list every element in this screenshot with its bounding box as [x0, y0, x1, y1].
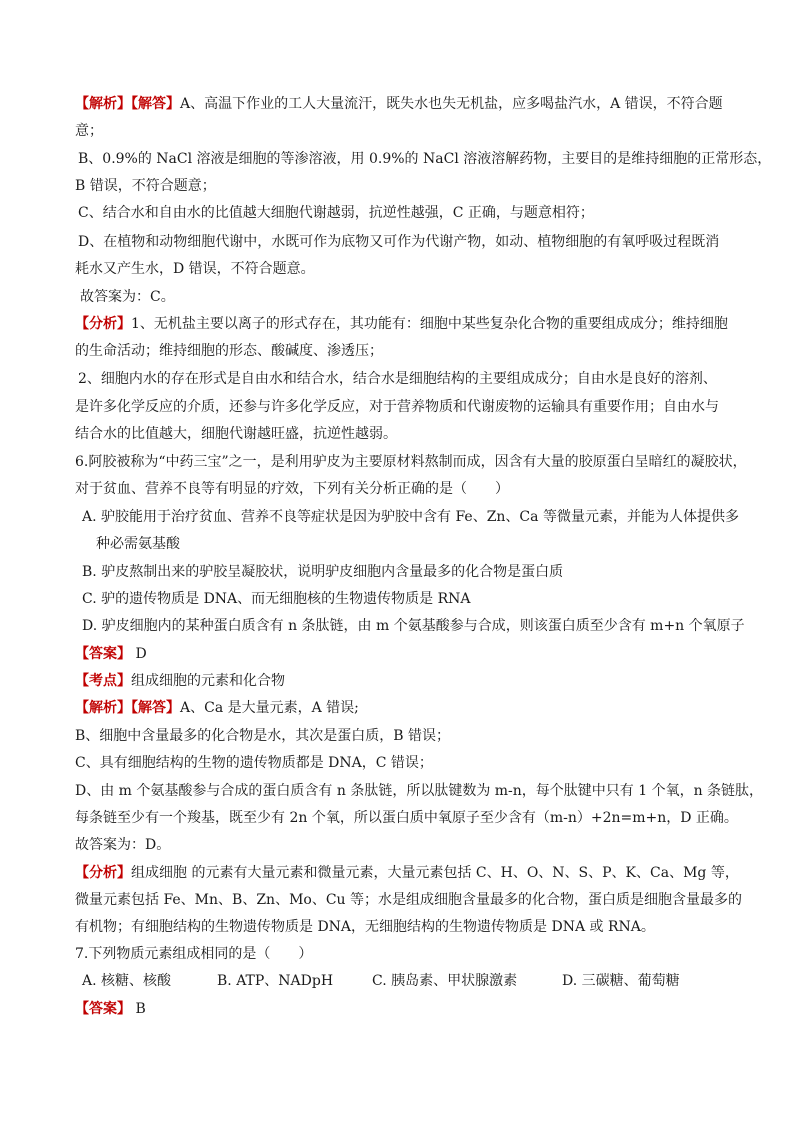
q6-analysis-line-3: 有机物；有细胞结构的生物遗传物质是 DNA，无细胞结构的生物遗传物质是 DNA 或 RNA。	[75, 919, 655, 935]
q5-analysis-line-1	[75, 95, 735, 113]
q7-option-b: B. ATP、NADpH	[217, 973, 334, 989]
text: 1、无机盐主要以离子的形式存在，其功能有：细胞中某些复杂化合物的重要组成成分；维持细胞	[131, 316, 728, 332]
knowledge-point-tag: 【考点】	[75, 673, 131, 689]
q6-solution-line-1	[75, 699, 735, 717]
q5-analysis-section-line-3: 2、细胞内水的存在形式是自由水和结合水，结合水是细胞结构的主要组成成分；自由水是良好的溶剂、	[78, 371, 717, 387]
q6-solution-line-3: C、具有细胞结构的生物的遗传物质都是 DNA，C 错误；	[75, 755, 433, 771]
q6-option-a-line-2: 种必需氨基酸	[96, 536, 180, 552]
q6-option-b: B. 驴皮熬制出来的驴胶呈凝胶状，说明驴皮细胞内含量最多的化合物是蛋白质	[82, 564, 564, 580]
q7-stem: 7.下列物质元素组成相同的是（ ）	[75, 946, 313, 962]
q7-option-d: D. 三碳糖、葡萄糖	[562, 973, 680, 989]
q7-option-c: C. 胰岛素、甲状腺激素	[372, 973, 518, 989]
text: A、Ca 是大量元素，A 错误;	[180, 700, 359, 716]
q6-analysis-line-2: 微量元素包括 Fe、Mn、B、Zn、Mo、Cu 等；水是组成细胞含量最多的化合物，蛋白质是细胞含量最多的	[75, 892, 743, 908]
q5-analysis-section-line-2: 的生命活动；维持细胞的形态、酸碱度、渗透压；	[75, 343, 383, 359]
q5-analysis-line-6: D、在植物和动物细胞代谢中，水既可作为底物又可作为代谢产物，如动、植物细胞的有氧呼吸过程既消	[78, 234, 720, 250]
answer-tag: 【答案】	[75, 646, 131, 662]
q7-option-a: A. 核糖、核酸	[82, 973, 172, 989]
q5-analysis-line-3: B、0.9%的 NaCl 溶液是细胞的等渗溶液，用 0.9%的 NaCl 溶液溶解药物，主要目的是维持细胞的正常形态，	[78, 151, 772, 167]
answer-value: B	[131, 1001, 146, 1017]
q5-analysis-line-7: 耗水又产生水，D 错误，不符合题意。	[75, 261, 315, 277]
q6-stem-line-2: 对于贫血、营养不良等有明显的疗效，下列有关分析正确的是（ ）	[75, 481, 509, 497]
q6-knowledge-point	[75, 672, 735, 690]
q6-solution-line-6: 故答案为：D。	[75, 837, 171, 853]
q6-option-c: C. 驴的遗传物质是 DNA、而无细胞核的生物遗传物质是 RNA	[82, 591, 471, 607]
analysis-solution-tag: 【解析】【解答】	[75, 700, 180, 716]
q6-solution-line-4: D、由 m 个氨基酸参与合成的蛋白质含有 n 条肽链，所以肽键数为 m-n，每个肽键中只有 1 个氧，n 条链肽，	[75, 783, 764, 799]
q6-answer	[75, 645, 735, 663]
q7-options	[82, 972, 742, 990]
q5-analysis-section-line-1	[75, 315, 735, 333]
q6-option-d: D. 驴皮细胞内的某种蛋白质含有 n 条肽链，由 m 个氨基酸参与合成，则该蛋白质至少含有 m+n 个氧原子	[82, 618, 745, 634]
q5-analysis-section-line-4: 是许多化学反应的介质，还参与许多化学反应，对于营养物质和代谢废物的运输具有重要作用；自由水与	[75, 399, 719, 415]
q6-solution-line-2: B、细胞中含量最多的化合物是水，其次是蛋白质，B 错误；	[75, 728, 451, 744]
q6-option-a-line-1: A. 驴胶能用于治疗贫血、营养不良等症状是因为驴胶中含有 Fe、Zn、Ca 等微量元素，并能为人体提供多	[82, 509, 739, 525]
q6-solution-line-5: 每条链至少有一个羧基，既至少有 2n 个氧，所以蛋白质中氧原子至少含有（m-n）+2n=m+n，D 正确。	[75, 810, 738, 826]
analysis-tag: 【分析】	[75, 865, 131, 881]
analysis-solution-tag: 【解析】【解答】	[75, 96, 180, 112]
q5-analysis-line-4: B 错误，不符合题意；	[75, 178, 216, 194]
answer-tag: 【答案】	[75, 1001, 131, 1017]
q6-stem-line-1: 6.阿胶被称为“中药三宝”之一，是利用驴皮为主要原材料熬制而成，因含有大量的胶原蛋白呈暗红的凝胶状，	[75, 454, 747, 470]
analysis-tag: 【分析】	[75, 316, 131, 332]
knowledge-point-text: 组成细胞的元素和化合物	[131, 673, 285, 689]
q6-analysis-line-1	[75, 864, 739, 882]
q5-analysis-section-line-5: 结合水的比值越大，细胞代谢越旺盛，抗逆性越弱。	[75, 426, 397, 442]
text: 组成细胞 的元素有大量元素和微量元素，大量元素包括 C、H、O、N、S、P、K、Ca、Mg 等，	[131, 865, 739, 881]
answer-value: D	[131, 646, 147, 662]
q5-answer-line: 故答案为：C。	[80, 289, 175, 305]
q5-analysis-line-5: C、结合水和自由水的比值越大细胞代谢越弱，抗逆性越强，C 正确，与题意相符；	[78, 205, 594, 221]
q7-answer	[75, 1000, 735, 1018]
text: A、高温下作业的工人大量流汗，既失水也失无机盐，应多喝盐汽水，A 错误，不符合题	[180, 96, 723, 112]
q5-analysis-line-2: 意；	[75, 123, 103, 139]
